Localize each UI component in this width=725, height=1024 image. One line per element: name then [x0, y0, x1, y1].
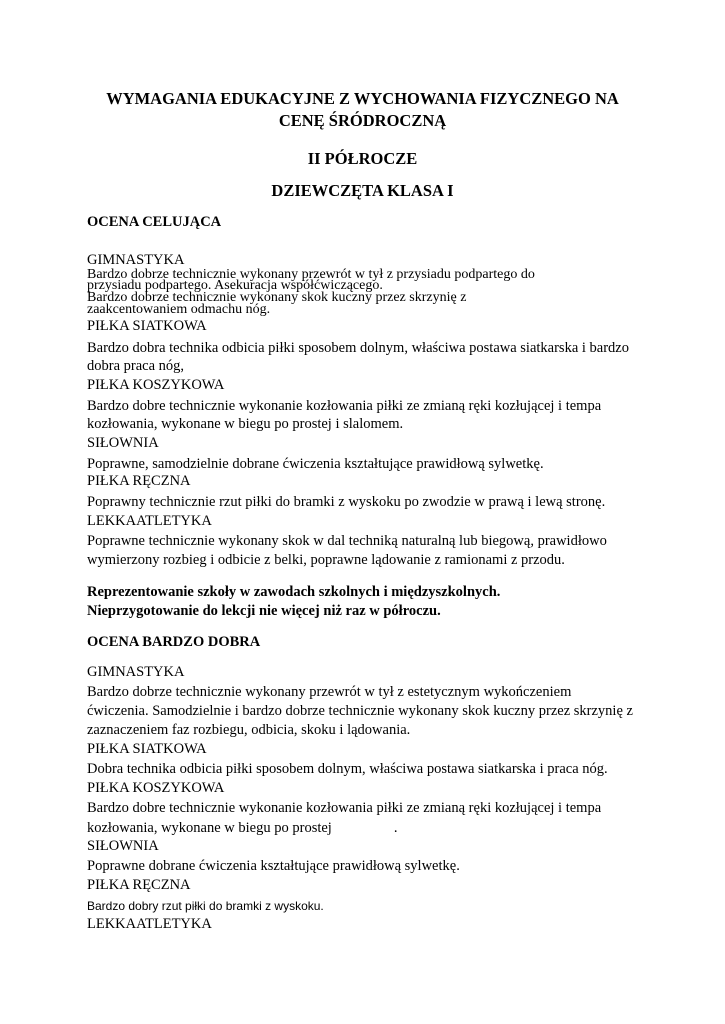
section-pilka-reczna: PIŁKA RĘCZNA	[87, 877, 191, 893]
section-silownia: SIŁOWNIA	[87, 435, 159, 451]
requirement-text: zaakcentowaniem odmachu nóg.	[87, 302, 271, 317]
requirement-text: Bardzo dobrze technicznie wykonany przewrót w tył z estetycznym wykończeniem	[87, 684, 572, 700]
requirement-text: Dobra technika odbicia piłki sposobem dolnym, właściwa postawa siatkarska i praca nóg.	[87, 761, 608, 777]
grade-heading-bardzo-dobra: OCENA BARDZO DOBRA	[87, 634, 261, 650]
grade-heading-celujaca: OCENA CELUJĄCA	[87, 214, 222, 230]
section-silownia: SIŁOWNIA	[87, 838, 159, 854]
requirement-text: kozłowania, wykonane w biegu po prostej i slalomem.	[87, 416, 404, 432]
section-pilka-koszykowa: PIŁKA KOSZYKOWA	[87, 377, 225, 393]
requirement-text-fragment: kozłowania, wykonane w biegu po prostej	[87, 820, 332, 836]
requirement-text: Poprawne dobrane ćwiczenia kształtujące prawidłową sylwetkę.	[87, 858, 460, 874]
requirement-text: przysiadu podpartego. Asekuracja współćwiczącego.	[87, 278, 383, 293]
requirement-text: Bardzo dobra technika odbicia piłki sposobem dolnym, właściwa postawa siatkarska i bardzo	[87, 340, 629, 356]
section-gimnastyka: GIMNASTYKA	[87, 252, 185, 268]
requirement-text: Bardzo dobrze technicznie wykonany przewrót w tył z przysiadu podpartego do	[87, 267, 535, 282]
group-heading: DZIEWCZĘTA KLASA I	[271, 181, 454, 200]
section-pilka-siatkowa: PIŁKA SIATKOWA	[87, 741, 207, 757]
semester-heading: II PÓŁROCZE	[307, 149, 418, 168]
requirement-text: Poprawne technicznie wykonany skok w dal techniką naturalną lub biegową, prawidłowo	[87, 533, 607, 549]
requirement-text: ćwiczenia. Samodzielnie i bardzo dobrze technicznie wykonany skok kuczny przez skrzynię z	[87, 703, 633, 719]
requirement-text: wymierzony rozbieg i odbicie z belki, poprawne lądowanie z ramionami z przodu.	[87, 552, 565, 568]
requirement-text: Bardzo dobry rzut piłki do bramki z wyskoku.	[87, 899, 324, 913]
document-title-line1: WYMAGANIA EDUKACYJNE Z WYCHOWANIA FIZYCZNEGO NA	[106, 89, 619, 108]
section-pilka-siatkowa: PIŁKA SIATKOWA	[87, 318, 207, 334]
section-pilka-reczna: PIŁKA RĘCZNA	[87, 473, 191, 489]
requirement-text: zaznaczeniem faz rozbiegu, odbicia, skoku i lądowania.	[87, 722, 411, 738]
section-pilka-koszykowa: PIŁKA KOSZYKOWA	[87, 780, 225, 796]
note-unprepared: Nieprzygotowanie do lekcji nie więcej niż raz w półroczu.	[87, 603, 441, 619]
note-representation: Reprezentowanie szkoły w zawodach szkolnych i międzyszkolnych.	[87, 584, 501, 600]
document-title-line2: CENĘ ŚRÓDROCZNĄ	[278, 111, 447, 130]
requirement-text: Poprawne, samodzielnie dobrane ćwiczenia kształtujące prawidłową sylwetkę.	[87, 456, 544, 472]
section-lekkaatletyka: LEKKAATLETYKA	[87, 513, 212, 529]
requirement-text	[87, 820, 397, 837]
section-lekkaatletyka: LEKKAATLETYKA	[87, 916, 212, 932]
requirement-text: Poprawny technicznie rzut piłki do bramki z wyskoku po zwodzie w prawą i lewą stronę.	[87, 494, 606, 510]
requirement-text: Bardzo dobrze technicznie wykonany skok kuczny przez skrzynię z	[87, 290, 467, 305]
requirement-text-fragment: .	[393, 820, 398, 836]
requirement-text: Bardzo dobre technicznie wykonanie kozłowania piłki ze zmianą ręki kozłującej i tempa	[87, 800, 602, 816]
section-gimnastyka: GIMNASTYKA	[87, 664, 185, 680]
requirement-text: dobra praca nóg,	[87, 358, 185, 374]
requirement-text: Bardzo dobre technicznie wykonanie kozłowania piłki ze zmianą ręki kozłującej i tempa	[87, 398, 602, 414]
